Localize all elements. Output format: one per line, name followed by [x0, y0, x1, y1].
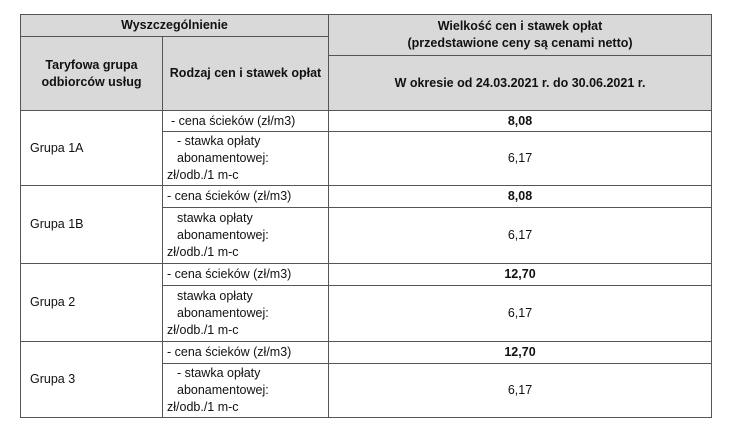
amount-title-line1: Wielkość cen i stawek opłat: [437, 19, 603, 33]
group-label: Grupa 1A: [21, 111, 163, 186]
price-label: - cena ścieków (zł/m3): [163, 264, 329, 286]
fee-label-line: zł/odb./1 m-c: [167, 168, 239, 182]
table-row: [21, 342, 712, 364]
fee-label-line: zł/odb./1 m-c: [167, 245, 239, 259]
table-row: [21, 186, 712, 208]
price-kind-header: Rodzaj cen i stawek opłat: [163, 37, 329, 111]
fee-value: 6,17: [329, 208, 712, 264]
price-value: 8,08: [329, 186, 712, 208]
group-label: Grupa 3: [21, 342, 163, 418]
period-header: W okresie od 24.03.2021 r. do 30.06.2021 r.: [329, 56, 712, 111]
fee-label: [163, 132, 329, 186]
fee-value: 6,17: [329, 364, 712, 418]
fee-label-line: stawka opłaty: [177, 211, 253, 225]
fee-label-line: zł/odb./1 m-c: [167, 323, 239, 337]
group-label: Grupa 2: [21, 264, 163, 342]
fee-label-line: - stawka opłaty: [177, 134, 261, 148]
group-label: Grupa 1B: [21, 186, 163, 264]
fee-label-line: abonamentowej:: [177, 151, 269, 165]
fee-label: [163, 286, 329, 342]
fee-label-line: stawka opłaty: [177, 289, 253, 303]
price-value: 12,70: [329, 264, 712, 286]
fee-label-line: abonamentowej:: [177, 383, 269, 397]
fee-label-line: zł/odb./1 m-c: [167, 400, 239, 414]
amount-title-line2: (przedstawione ceny są cenami netto): [407, 36, 633, 50]
price-value: 8,08: [329, 111, 712, 132]
price-value: 12,70: [329, 342, 712, 364]
amount-title-header: [329, 15, 712, 56]
specification-header: Wyszczególnienie: [21, 15, 329, 37]
price-label: - cena ścieków (zł/m3): [163, 111, 329, 132]
price-label: - cena ścieków (zł/m3): [163, 186, 329, 208]
fee-value: 6,17: [329, 286, 712, 342]
tariff-table: [20, 14, 712, 418]
fee-label: [163, 208, 329, 264]
tariff-group-header: Taryfowa grupa odbiorców usług: [21, 37, 163, 111]
table-row: [21, 264, 712, 286]
fee-value: 6,17: [329, 132, 712, 186]
price-label: - cena ścieków (zł/m3): [163, 342, 329, 364]
table-row: [21, 111, 712, 132]
fee-label-line: abonamentowej:: [177, 306, 269, 320]
fee-label-line: - stawka opłaty: [177, 366, 261, 380]
fee-label-line: abonamentowej:: [177, 228, 269, 242]
fee-label: [163, 364, 329, 418]
